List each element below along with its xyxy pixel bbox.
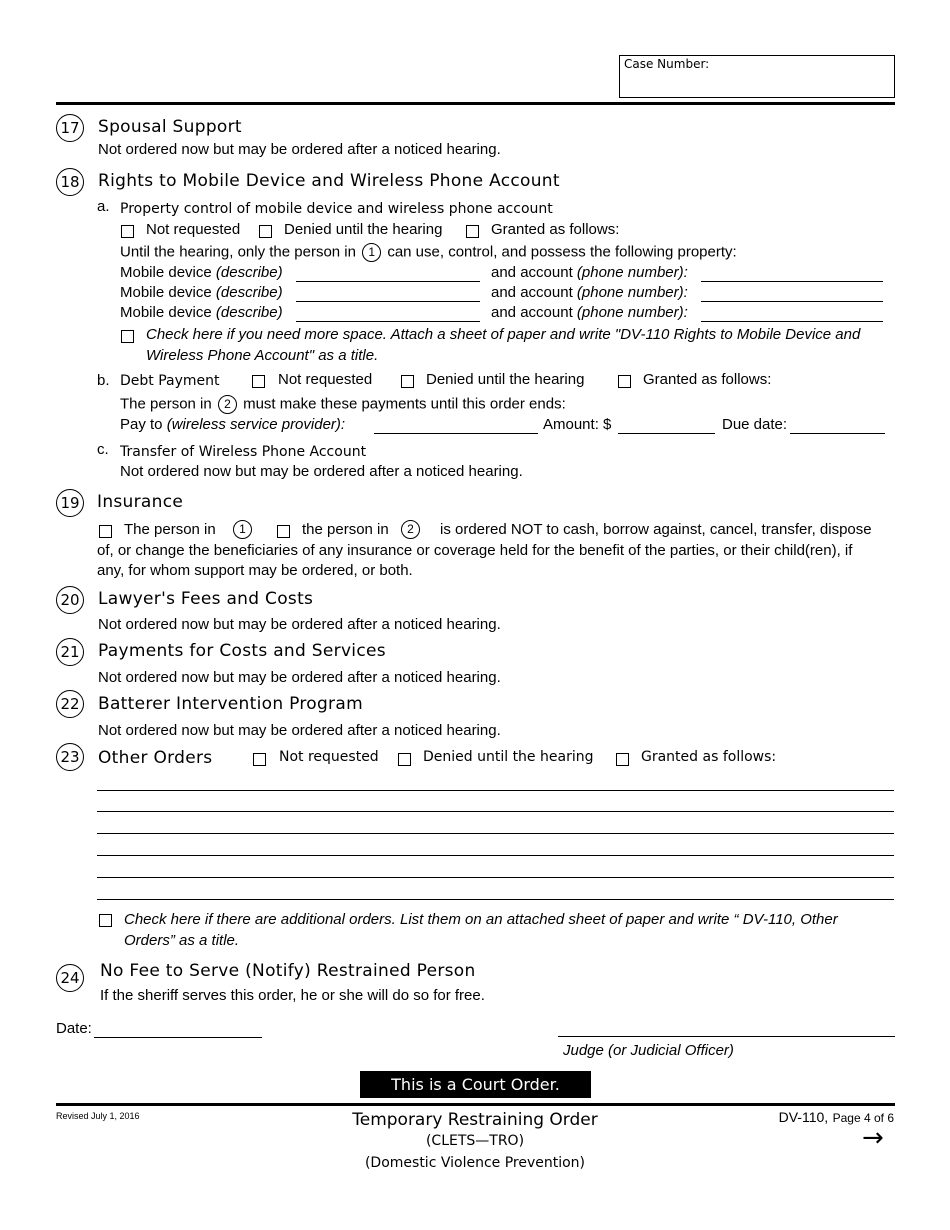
23-order-line-1[interactable] (97, 790, 894, 791)
18a-until-post: can use, control, and possess the following property: (387, 243, 737, 261)
18a-device-row-1 (120, 264, 283, 282)
23-order-line-5[interactable] (97, 877, 894, 878)
18a-denied-checkbox[interactable] (259, 225, 272, 238)
section-24-number: 24 (56, 964, 84, 992)
18b-due-field[interactable] (790, 433, 885, 434)
18b-not-requested-checkbox[interactable] (252, 375, 265, 388)
section-20-text: Not ordered now but may be ordered after a noticed hearing. (98, 616, 501, 633)
header-rule (56, 102, 895, 105)
section-18a-letter: a. (97, 198, 110, 215)
23-additional-text: Check here if there are additional orders. List them on an attached sheet of paper and write “ DV-110, Other (124, 911, 838, 928)
account-hint: (phone number): (576, 284, 688, 301)
23-order-line-4[interactable] (97, 855, 894, 856)
section-22-title: Batterer Intervention Program (98, 694, 363, 714)
account-label: and account (491, 304, 573, 321)
device-hint: (describe) (215, 264, 283, 281)
section-17-title: Spousal Support (98, 117, 242, 137)
18b-person-2-circle: 2 (218, 395, 237, 414)
footer-subtitle-2: (Domestic Violence Prevention) (364, 1155, 586, 1171)
23-order-line-2[interactable] (97, 811, 894, 812)
18a-account-3-field[interactable] (701, 321, 883, 322)
23-additional-checkbox[interactable] (99, 914, 112, 927)
account-hint: (phone number): (576, 264, 688, 281)
footer-rule (56, 1103, 895, 1106)
section-21-text: Not ordered now but may be ordered after a noticed hearing. (98, 669, 501, 686)
section-18-title: Rights to Mobile Device and Wireless Phone Account (98, 171, 560, 191)
18a-account-row-1 (491, 264, 688, 282)
section-18b-letter: b. (97, 372, 110, 389)
judge-signature-line[interactable] (558, 1036, 895, 1037)
section-20-title: Lawyer's Fees and Costs (98, 589, 314, 609)
18a-until-pre: Until the hearing, only the person in (120, 243, 356, 261)
23-denied-checkbox[interactable] (398, 753, 411, 766)
19-text-line-1: is ordered NOT to cash, borrow against, cancel, transfer, dispose (440, 521, 872, 538)
18a-not-requested-checkbox[interactable] (121, 225, 134, 238)
23-denied-label: Denied until the hearing (423, 749, 594, 765)
18a-device-3-field[interactable] (296, 321, 480, 322)
judge-label: Judge (or Judicial Officer) (563, 1042, 734, 1059)
18b-payto-hint: (wireless service provider): (166, 416, 346, 433)
account-label: and account (491, 264, 573, 281)
18b-granted-label: Granted as follows: (643, 371, 772, 388)
18a-account-2-field[interactable] (701, 301, 883, 302)
23-granted-label: Granted as follows: (641, 749, 777, 765)
19-person-in-2-label: the person in (302, 521, 389, 538)
18b-due-label: Due date: (722, 416, 788, 433)
section-19-number: 19 (56, 489, 84, 517)
18b-not-requested-label: Not requested (278, 371, 373, 388)
18b-denied-checkbox[interactable] (401, 375, 414, 388)
page-number: Page 4 of 6 (832, 1111, 894, 1125)
date-label: Date: (56, 1020, 92, 1037)
19-person-2-checkbox[interactable] (277, 525, 290, 538)
section-24-title: No Fee to Serve (Notify) Restrained Person (100, 961, 476, 981)
section-17-text: Not ordered now but may be ordered after a noticed hearing. (98, 141, 501, 158)
next-page-arrow-icon[interactable]: → (862, 1123, 884, 1153)
section-18-number: 18 (56, 168, 84, 196)
device-label: Mobile device (120, 264, 212, 281)
18b-granted-checkbox[interactable] (618, 375, 631, 388)
revised-date: Revised July 1, 2016 (56, 1111, 140, 1121)
19-person-2-circle: 2 (401, 520, 420, 539)
18a-person-1-circle: 1 (362, 243, 381, 262)
18a-more-space-text: Check here if you need more space. Attach a sheet of paper and write "DV-110 Rights to Mobile Device and (146, 326, 861, 343)
form-id: DV-110, (778, 1109, 829, 1125)
18b-amount-label: Amount: $ (543, 416, 612, 433)
case-number-label: Case Number: (624, 57, 710, 71)
18b-payto-label: Pay to (120, 416, 163, 433)
section-18a-title: Property control of mobile device and wireless phone account (120, 201, 553, 217)
23-order-line-3[interactable] (97, 833, 894, 834)
18a-granted-checkbox[interactable] (466, 225, 479, 238)
footer-title: Temporary Restraining Order (352, 1110, 598, 1130)
18a-device-row-3 (120, 304, 283, 322)
device-label: Mobile device (120, 304, 212, 321)
18a-more-space-text-2: Wireless Phone Account" as a title. (146, 347, 379, 364)
18b-denied-label: Denied until the hearing (426, 371, 585, 388)
date-field[interactable] (94, 1037, 262, 1038)
23-order-line-6[interactable] (97, 899, 894, 900)
18a-not-requested-label: Not requested (146, 221, 241, 238)
18b-payto-line (120, 416, 345, 434)
18b-person-line (120, 395, 566, 414)
section-17-number: 17 (56, 114, 84, 142)
section-23-title: Other Orders (98, 748, 213, 768)
19-person-in-1-label: The person in (124, 521, 216, 538)
account-label: and account (491, 284, 573, 301)
18a-account-row-2 (491, 284, 688, 302)
19-text-line-2: of, or change the beneficiaries of any insurance or coverage held for the benefit of the parties, or their child(ren), if (97, 542, 853, 559)
18b-provider-field[interactable] (374, 433, 538, 434)
device-hint: (describe) (215, 304, 283, 321)
device-hint: (describe) (215, 284, 283, 301)
section-22-number: 22 (56, 690, 84, 718)
18a-device-2-field[interactable] (296, 301, 480, 302)
18b-person-post: must make these payments until this order ends: (243, 395, 566, 413)
court-order-text: This is a Court Order. (391, 1075, 560, 1094)
19-person-1-checkbox[interactable] (99, 525, 112, 538)
19-person-1-circle: 1 (233, 520, 252, 539)
23-additional-text-2: Orders” as a title. (124, 932, 240, 949)
18a-more-space-checkbox[interactable] (121, 330, 134, 343)
footer-subtitle-1: (CLETS—TRO) (425, 1133, 525, 1149)
23-not-requested-checkbox[interactable] (253, 753, 266, 766)
section-20-number: 20 (56, 586, 84, 614)
18a-device-row-2 (120, 284, 283, 302)
18b-amount-field[interactable] (618, 433, 715, 434)
device-label: Mobile device (120, 284, 212, 301)
section-22-text: Not ordered now but may be ordered after a noticed hearing. (98, 722, 501, 739)
18a-granted-label: Granted as follows: (491, 221, 620, 238)
23-not-requested-label: Not requested (279, 749, 379, 765)
section-18c-title: Transfer of Wireless Phone Account (120, 444, 367, 460)
court-order-banner (360, 1071, 591, 1098)
19-text-line-3: any, for whom support may be ordered, or both. (97, 562, 413, 579)
18b-person-pre: The person in (120, 395, 212, 413)
18a-until-line (120, 243, 737, 262)
section-18c-letter: c. (97, 441, 109, 458)
section-18b-title: Debt Payment (120, 373, 220, 389)
18a-account-row-3 (491, 304, 688, 322)
section-23-number: 23 (56, 743, 84, 771)
account-hint: (phone number): (576, 304, 688, 321)
section-21-title: Payments for Costs and Services (98, 641, 386, 661)
section-21-number: 21 (56, 638, 84, 666)
18a-denied-label: Denied until the hearing (284, 221, 443, 238)
18a-account-1-field[interactable] (701, 281, 883, 282)
case-number-box[interactable] (619, 55, 895, 98)
section-19-title: Insurance (97, 492, 184, 512)
18a-device-1-field[interactable] (296, 281, 480, 282)
section-18c-text: Not ordered now but may be ordered after a noticed hearing. (120, 463, 523, 480)
section-24-text: If the sheriff serves this order, he or she will do so for free. (100, 987, 485, 1004)
23-granted-checkbox[interactable] (616, 753, 629, 766)
